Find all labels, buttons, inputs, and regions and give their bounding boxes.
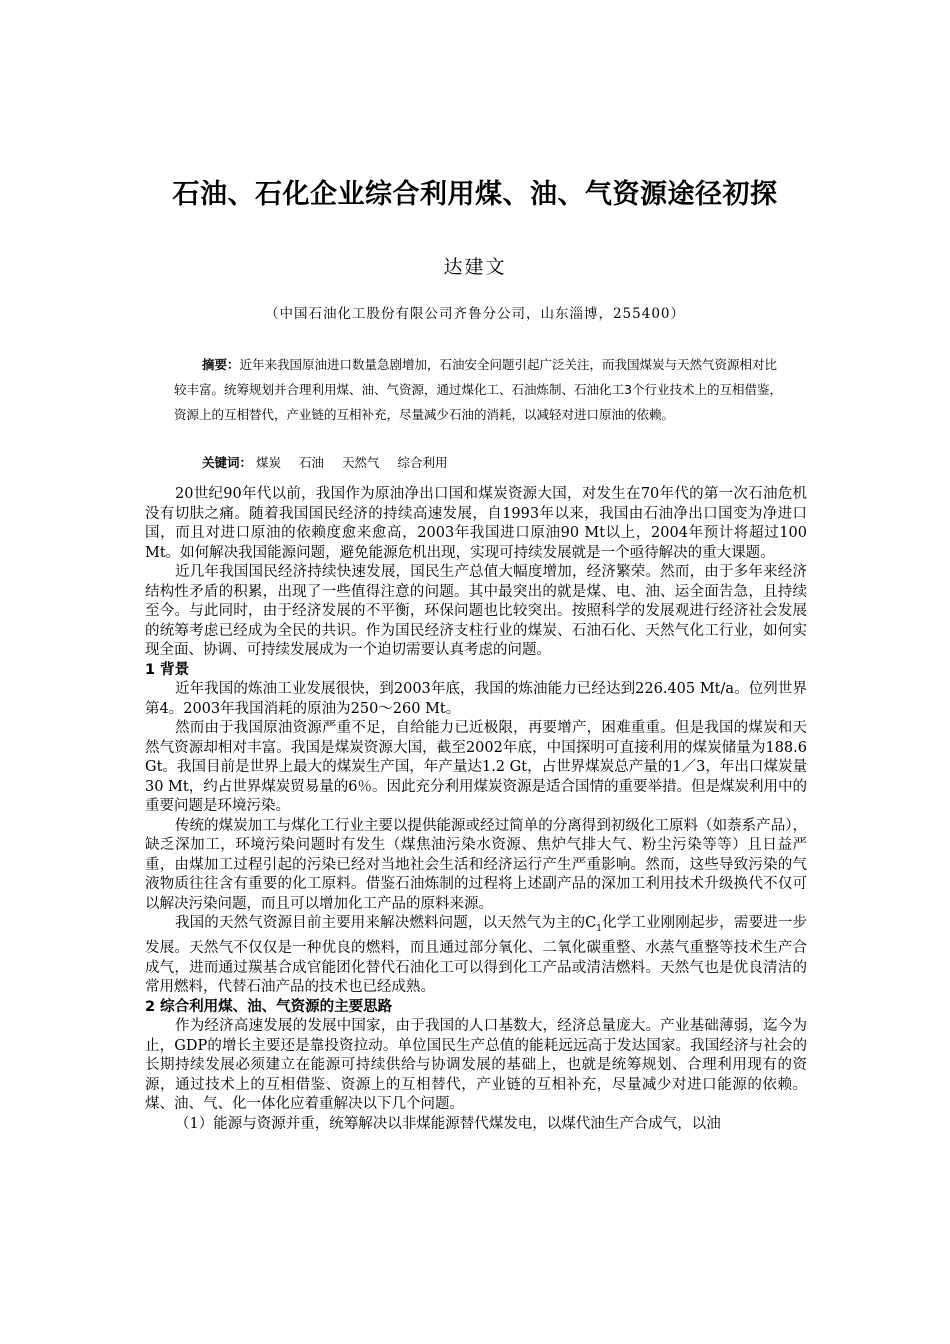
paragraph: 作为经济高速发展的发展中国家，由于我国的人口基数大，经济总量庞大。产业基础薄弱，迄今为止，GDP的增长主要还是靠投资拉动。单位国民生产总值的能耗远远高于发达国家。我国经济与社会的长期持续发展必须建立在能源可持续供给与协调发展的基础上，也就是统筹规划、合理利用现有的资源，通过技术上的互相借鉴、资源上的互相替代，产业链的互相补充，尽量减少对进口能源的依赖。煤、油、气、化一体化应着重解决以下几个问题。	[145, 1018, 807, 1113]
paragraph-part: 化学工业刚刚起步，需要进一步发展。天然气不仅仅是一种优良的燃料，而且通过部分氧化、二氧化碳重整、水蒸气重整等技术生产合成气，进而通过羰基合成官能团化替代石油化工可以得到化工产品或清洁燃料。天然气也是优良清洁的常用燃料，代替石油产品的技术也已经成熟。	[145, 915, 808, 996]
abstract	[174, 352, 784, 427]
paragraph: 近年我国的炼油工业发展很快，到2003年底，我国的炼油能力已经达到226.405 Mt/a。位列世界第4。2003年我国消耗的原油为250～260 Mt。	[145, 681, 807, 717]
paragraph: 20世纪90年代以前，我国作为原油净出口国和煤炭资源大国，对发生在70年代的第一次石油危机没有切肤之痛。随着我国国民经济的持续高速发展，自1993年以来，我国由石油净出口国变为净进口国，而且对进口原油的依赖度愈来愈高，2003年我国进口原油90 Mt以上，2004年预计将超过100 Mt。如何解决我国能源问题，避免能源危机出现，实现可持续发展就是一个亟待解决的重大课题。	[145, 486, 807, 561]
section-heading: 2 综合利用煤、油、气资源的主要思路	[145, 998, 393, 1015]
abstract-label: 摘要：	[202, 357, 240, 372]
author-affiliation: （中国石油化工股份有限公司齐鲁分公司，山东淄博，255400）	[264, 306, 686, 322]
paragraph: （1）能源与资源并重，统筹解决以非煤能源替代煤发电，以煤代油生产合成气，以油	[175, 1115, 721, 1132]
keyword: 综合利用	[397, 455, 448, 470]
paragraph: 然而由于我国原油资源严重不足，自给能力已近极限，再要增产，困难重重。但是我国的煤炭和天然气资源却相对丰富。我国是煤炭资源大国，截至2002年底，中国探明可直接利用的煤炭储量为188.6 Gt。我国目前是世界上最大的煤炭生产国，年产量达1.2 Gt，占世界煤炭总产量的1／3，年出口煤炭量30 Mt，约占世界煤炭贸易量的6％。因此充分利用煤炭资源是适合国情的重要举措。但是煤炭利用中的重要问题是环境污染。	[145, 720, 807, 814]
body-text	[145, 485, 807, 1134]
keywords	[202, 450, 782, 475]
paragraph	[145, 914, 807, 998]
section-heading: 1 背景	[145, 661, 190, 678]
paper-title: 石油、石化企业综合利用煤、油、气资源途径初探	[172, 179, 778, 210]
keywords-label: 关键词：	[202, 455, 253, 470]
keyword: 煤炭	[256, 455, 282, 470]
abstract-text: 近年来我国原油进口数量急剧增加，石油安全问题引起广泛关注，而我国煤炭与天然气资源相对比较丰富。统筹规划并合理利用煤、油、气资源，通过煤化工、石油炼制、石油化工3个行业技术上的互相借鉴，资源上的互相替代，产业链的互相补充，尽量减少石油的消耗，以减轻对进口原油的依赖。	[174, 357, 782, 422]
keyword: 石油	[299, 455, 325, 470]
paragraph: 近几年我国国民经济持续快速发展，国民生产总值大幅度增加，经济繁荣。然而，由于多年来经济结构性矛盾的积累，出现了一些值得注意的问题。其中最突出的就是煤、电、油、运全面告急，且持续至今。与此同时，由于经济发展的不平衡，环保问题也比较突出。按照科学的发展观进行经济社会发展的统筹考虑已经成为全民的共识。作为国民经济支柱行业的煤炭、石油石化、天然气化工行业，如何实现全面、协调、可持续发展成为一个迫切需要认真考虑的问题。	[145, 564, 807, 658]
paragraph-part: 我国的天然气资源目前主要用来解决燃料问题，以天然气为主的C	[175, 915, 597, 931]
subscript: 1	[596, 923, 602, 934]
paragraph: 传统的煤炭加工与煤化工行业主要以提供能源或经过简单的分离得到初级化工原料（如萘系产品），缺乏深加工，环境污染问题时有发生（煤焦油污染水资源、焦炉气排大气、粉尘污染等等）且日益严重，由煤加工过程引起的污染已经对当地社会生活和经济运行产生严重影响。然而，这些导致污染的气液物质往往含有重要的化工原料。借鉴石油炼制的过程将上述副产品的深加工利用技术升级换代不仅可以解决污染问题，而且可以增加化工产品的原料来源。	[145, 817, 807, 912]
author-name: 达建文	[443, 256, 507, 278]
keyword: 天然气	[342, 455, 380, 470]
